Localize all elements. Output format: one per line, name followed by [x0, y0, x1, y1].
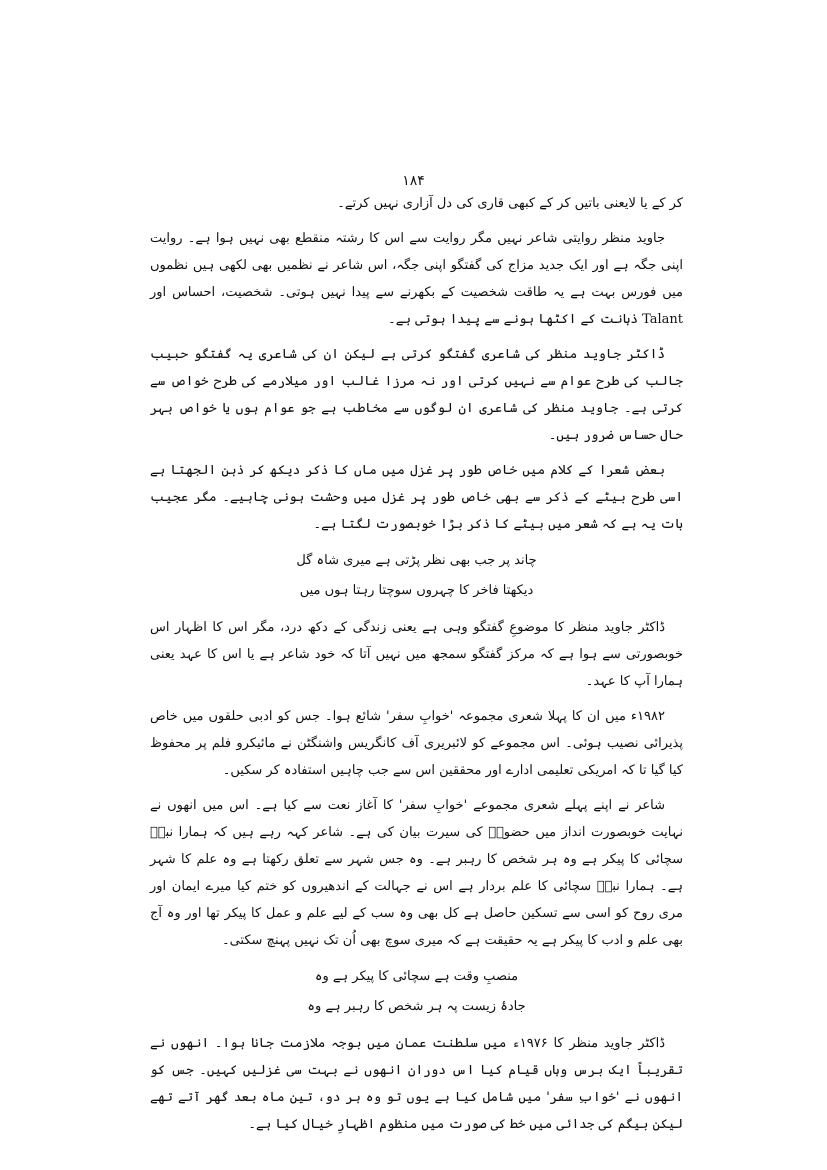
couplet — [150, 546, 683, 606]
verse-line: چاند پر جب بھی نظر پڑتی ہے میری شاہ گل — [296, 553, 537, 568]
paragraph: جاوید منظر روایتی شاعر نہیں مگر روایت سے اس کا رشتہ منقطع بھی نہیں ہوا ہے۔ روایت اپنی جگہ ہے اور ایک جدید مزاج کی گفتگو اپنی جگہ، اس شاعر نے نظمیں بھی لکھی ہیں نظموں میں فورس بہت ہے یہ طاقت شخصیت کے بکھرنے سے پیدا نہیں ہوتی۔ شخصیت، احساس اور Talant ذہانت کے اکٹھا ہونے سے پیدا ہوتی ہے۔ — [150, 231, 683, 327]
paragraph: ۱۹۸۲ء میں ان کا پہلا شعری مجموعہ 'خوابِ سفر' شائع ہوا۔ جس کو ادبی حلقوں میں خاص پذیرائی نصیب ہوئی۔ اس مجموعے کو لائبریری آف کانگریس واشنگٹن نے مائیکرو فلم پر محفوظ کیا گیا تا کہ امریکی تعلیمی ادارے اور محققین اس سے جب چاہیں استفادہ کر سکیں۔ — [150, 709, 683, 778]
paragraph: شاعر نے اپنے پہلے شعری مجموعے 'خوابِ سفر' کا آغاز نعت سے کیا ہے۔ اس میں انھوں نے نہایت خوبصورت انداز میں حضورؐ کی سیرت بیان کی ہے۔ شاعر کہہ رہے ہیں کہ ہمارا نبیؐ سچائی کا پیکر ہے وہ ہر شخص کا رہبر ہے۔ وہ جس شہر سے تعلق رکھتا ہے وہ علم کا شہر ہے۔ ہمارا نبیؐ سچائی کا علم بردار ہے اس نے جہالت کے اندھیروں کو ختم کیا میرے ایمان اور مری روح کو اسی سے تسکین حاصل ہے کل بھی وہ سب کے لیے علم و عمل کا پیکر تھا اور وہ آج بھی علم و ادب کا پیکر ہے یہ حقیقت ہے کہ میری سوچ بھی اُن تک نہیں پہنچ سکتی۔ — [150, 798, 683, 948]
paragraph: ڈاکٹر جاوید منظر کا موضوعِ گفتگو وہی ہے یعنی زندگی کے دکھ درد، مگر اس کا اظہار اس خوبصورتی سے ہوا ہے کہ مرکز گفتگو سمجھ میں نہیں آتا کہ خود شاعر ہے یا اس کا عہد یعنی ہمارا آپ کا عہد۔ — [150, 620, 683, 689]
paragraph: کر کے یا لایعنی باتیں کر کے کبھی قاری کی دل آزاری نہیں کرتے۔ — [337, 196, 683, 211]
couplet — [150, 962, 683, 1022]
paragraph: بعض شعرا کے کلام میں خاص طور پر غزل میں ماں کا ذکر دیکھ کر ذہن الجھتا ہے اسی طرح بیٹے کے ذکر سے بھی خاص طور پر غزل میں وحشت ہونی چاہیے۔ مگر عجیب بات یہ ہے کہ شعر میں بیٹے کا ذکر بڑا خوبصورت لگتا ہے۔ — [150, 463, 683, 532]
paragraph: ڈاکٹر جاوید منظر کا ۱۹۷۶ء میں سلطنت عمان میں بوجہ ملازمت جانا ہوا۔ انھوں نے تقریباً ایک برس وہاں قیام کیا اس دوران انھوں نے بہت سی غزلیں کہیں۔ جس کو انھوں نے 'خوابِ سفر' میں شامل کیا ہے یوں تو وہ ہر دو، تین ماہ بعد گھر آتے تھے لیکن بیگم کی جدائی میں خط کی صورت میں منظوم اظہارِ خیال کیا ہے۔ — [150, 1036, 683, 1132]
paragraph: ڈاکٹر جاوید منظر کی شاعری گفتگو کرتی ہے لیکن ان کی شاعری یہ گفتگو حبیب جالب کی طرح عوام سے نہیں کرتی اور نہ مرزا غالب اور میلارمے کی طرح خواص سے کرتی ہے۔ جاوید منظر کی شاعری ان لوگوں سے مخاطب ہے جو عوام ہوں یا خواص بہر حال حساس ضرور ہیں۔ — [150, 347, 683, 443]
page-number: ۱۸۴ — [402, 173, 425, 189]
verse-line: منصبِ وقت ہے سچائی کا پیکر ہے وہ — [314, 969, 519, 984]
verse-line: جادۂ زیست پہ ہر شخص کا رہبر ہے وہ — [307, 999, 526, 1014]
body-text — [150, 190, 683, 1146]
verse-line: دیکھتا فاخر کا چہروں سوچتا رہتا ہوں میں — [299, 583, 534, 598]
